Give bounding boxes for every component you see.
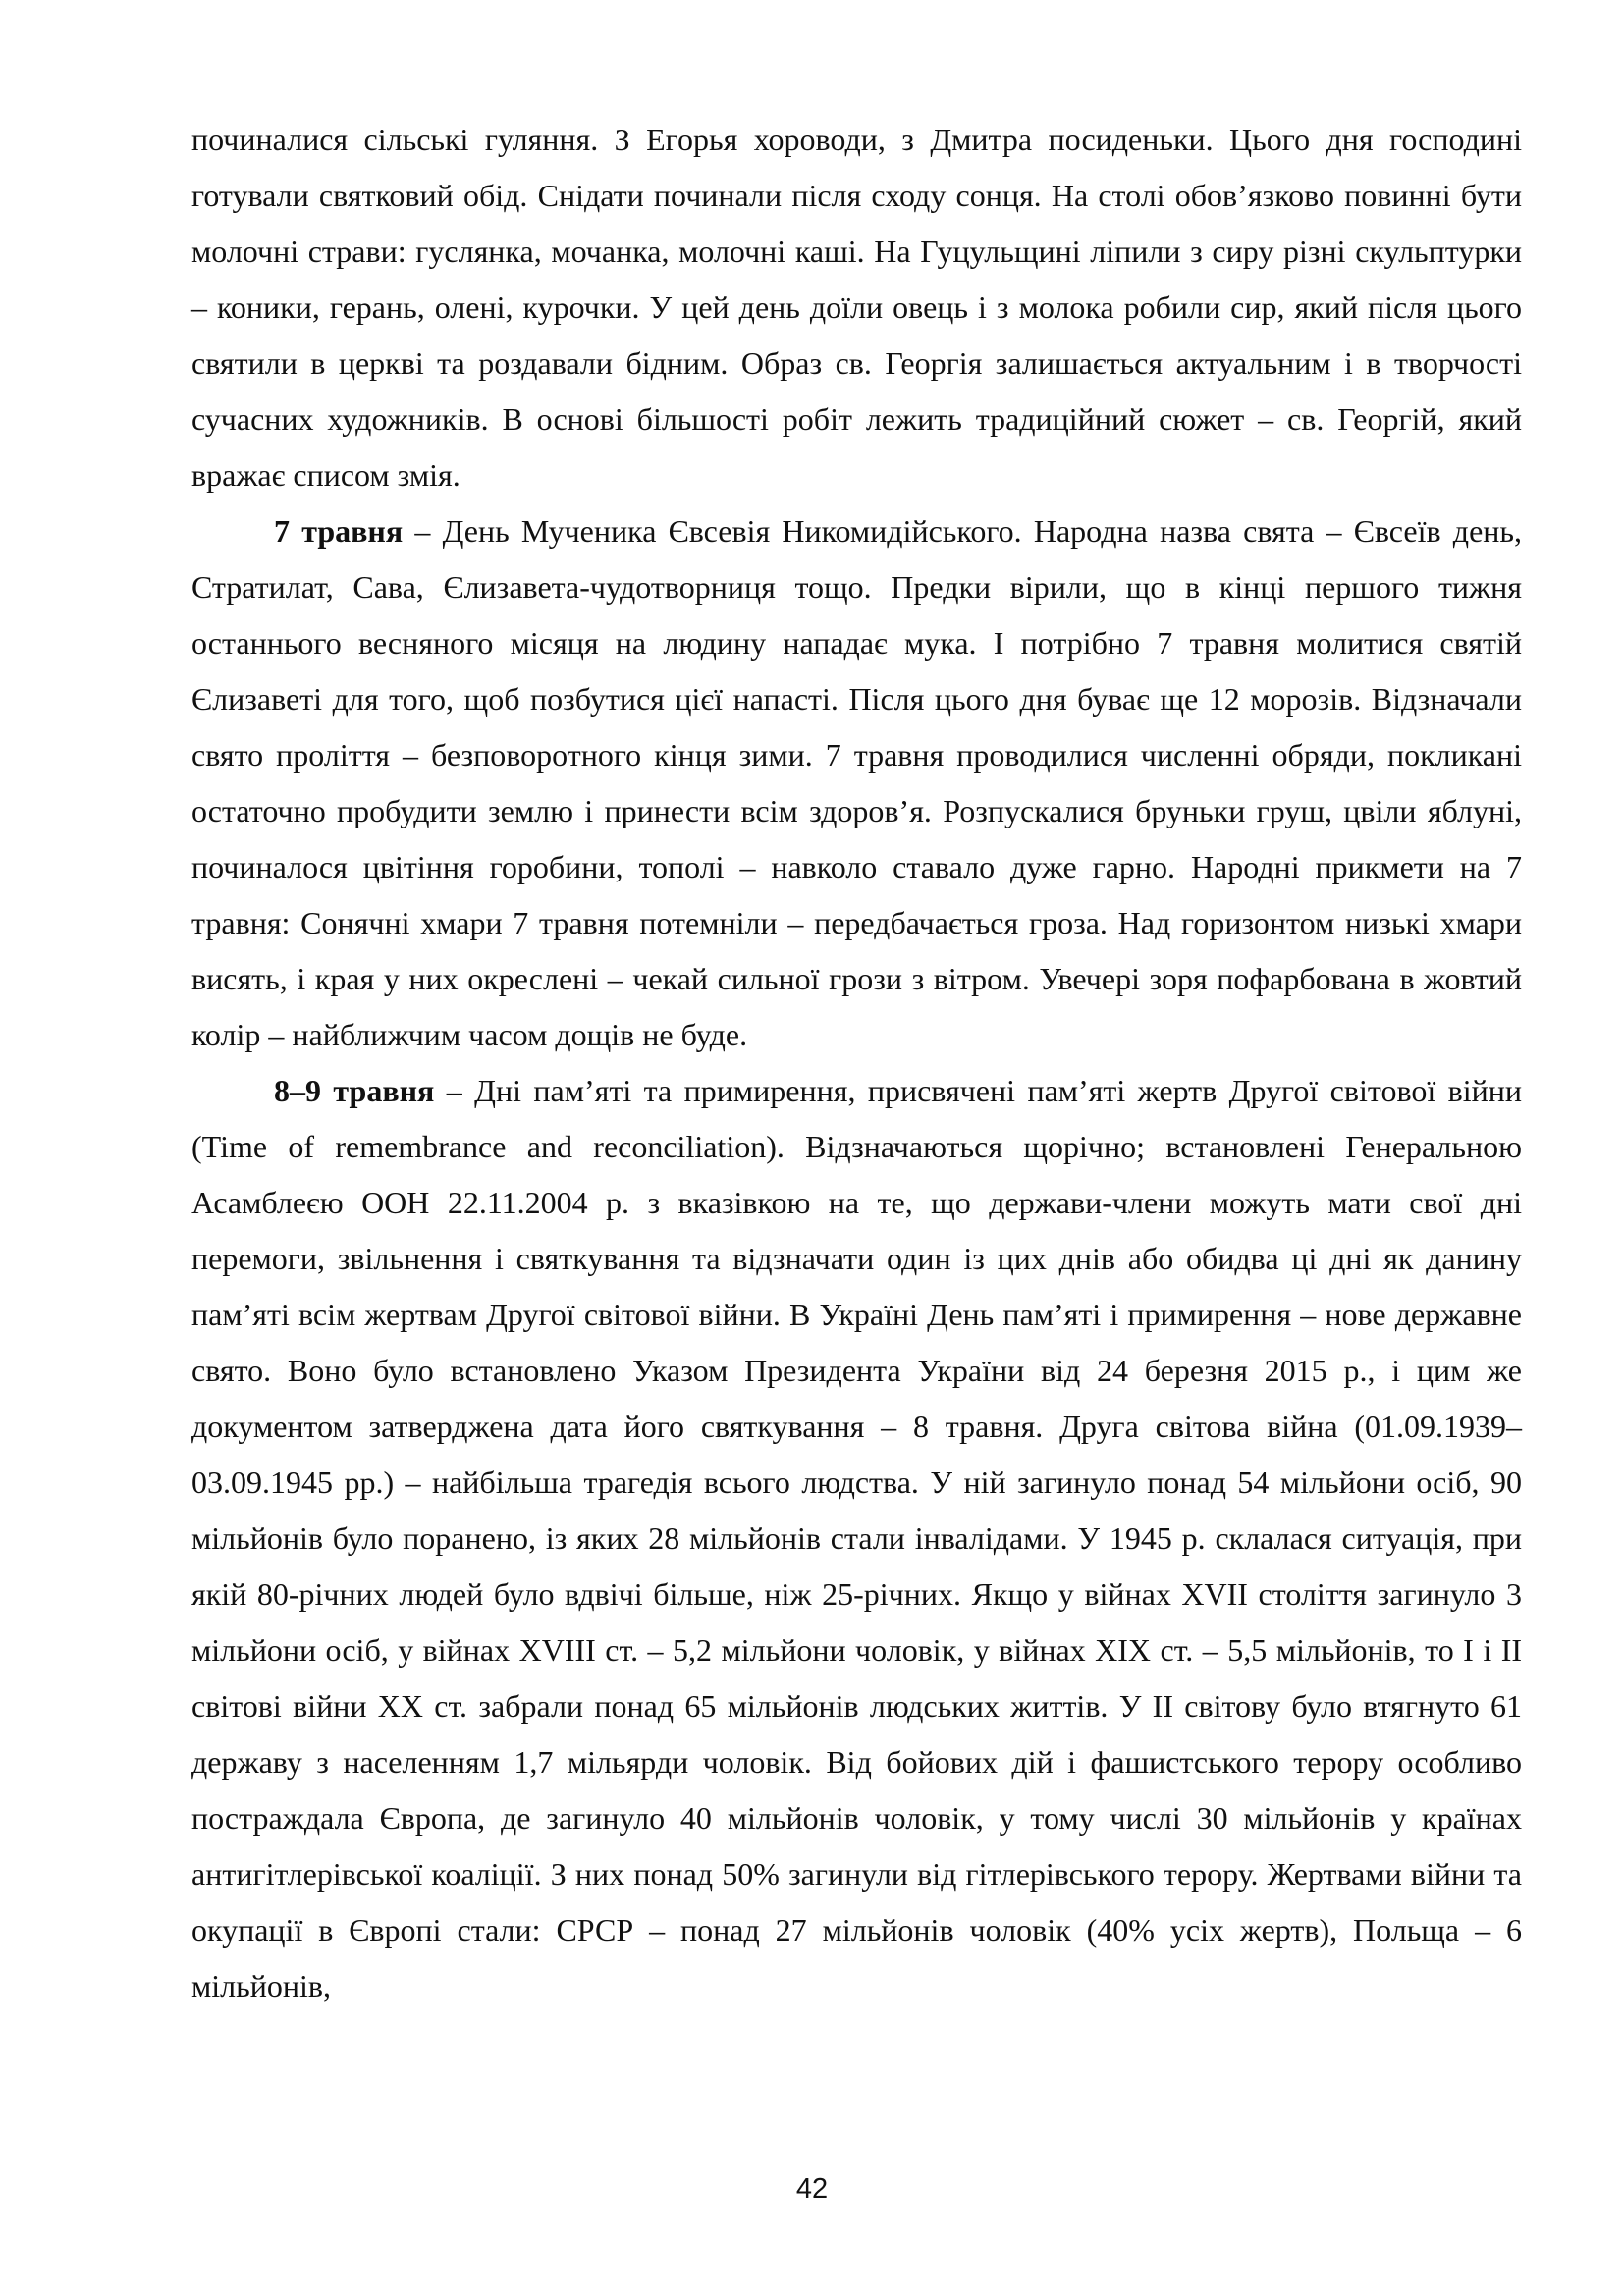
paragraph-continuation xyxy=(191,112,1522,504)
page-number: 42 xyxy=(795,2173,829,2205)
paragraph-may-8-9 xyxy=(191,1063,1522,2014)
paragraph-text: починалися сільські гуляння. З Егорья хороводи, з Дмитра посиденьки. Цього дня господині готували святковий обід. Снідати починали після сходу сонця. На столі обов’язково повинні бути молочні страви: гуслянка, мочанка, молочні каші. На Гуцульщині ліпили з сиру різні скульптурки – коники, герань, олені, курочки. У цей день доїли овець і з молока робили сир, який після цього святили в церкві та роздавали бідним. Образ св. Георгія залишається актуальним і в творчості сучасних художників. В основі більшості робіт лежить традиційний сюжет – св. Георгій, який вражає списом змія. xyxy=(191,122,1522,493)
paragraph-text: – День Мученика Євсевія Никомидійського. Народна назва свята – Євсеїв день, Стратилат, Сава, Єлизавета-чудотворниця тощо. Предки вірили, що в кінці першого тижня останнього весняного місяця на людину нападає мука. І потрібно 7 травня молитися святій Єлизаветі для того, щоб позбутися цієї напасті. Після цього дня буває ще 12 морозів. Відзначали свято проліття – безповоротного кінця зими. 7 травня проводилися численні обряди, покликані остаточно пробудити землю і принести всім здоров’я. Розпускалися бруньки груш, цвіли яблуні, починалося цвітіння горобини, тополі – навколо ставало дуже гарно. Народні прикмети на 7 травня: Сонячні хмари 7 травня потемніли – передбачається гроза. Над горизонтом низькі хмари висять, і края у них окреслені – чекай сильної грози з вітром. Увечері зоря пофарбована в жовтий колір – найближчим часом дощів не буде. xyxy=(191,513,1523,1052)
page-body xyxy=(191,112,1522,2014)
paragraph-date-heading: 7 травня xyxy=(274,513,404,549)
paragraph-may-7 xyxy=(191,504,1522,1063)
paragraph-date-heading: 8–9 травня xyxy=(274,1073,435,1108)
paragraph-text: – Дні пам’яті та примирення, присвячені пам’яті жертв Другої світової війни (Time of remembrance and reconciliation). Відзначаються щорічно; встановлені Генеральною Асамблеєю ООН 22.11.2004 р. з вказівкою на те, що держави-члени можуть мати свої дні перемоги, звільнення і святкування та відзначати один із цих днів або обидва ці дні як данину пам’яті всім жертвам Другої світової війни. В Україні День пам’яті і примирення – нове державне свято. Воно було встановлено Указом Президента України від 24 березня 2015 р., і цим же документом затверджена дата його святкування – 8 травня. Друга світова війна (01.09.1939–03.09.1945 рр.) – найбільша трагедія всього людства. У ній загинуло понад 54 мільйони осіб, 90 мільйонів було поранено, із яких 28 мільйонів стали інвалідами. У 1945 р. склалася ситуація, при якій 80-річних людей було вдвічі більше, ніж 25-річних. Якщо у війнах XVII століття загинуло 3 мільйони осіб, у війнах XVIII ст. – 5,2 мільйони чоловік, у війнах XIX ст. – 5,5 мільйонів, то I і II світові війни XX ст. забрали понад 65 мільйонів людських життів. У II світову було втягнуто 61 державу з населенням 1,7 мільярди чоловік. Від бойових дій і фашистського терору особливо постраждала Європа, де загинуло 40 мільйонів чоловік, у тому числі 30 мільйонів у країнах антигітлерівської коаліції. З них понад 50% загинули від гітлерівського терору. Жертвами війни та окупації в Європі стали: СРСР – понад 27 мільйонів чоловік (40% усіх жертв), Польща – 6 мільйонів, xyxy=(191,1073,1523,2003)
